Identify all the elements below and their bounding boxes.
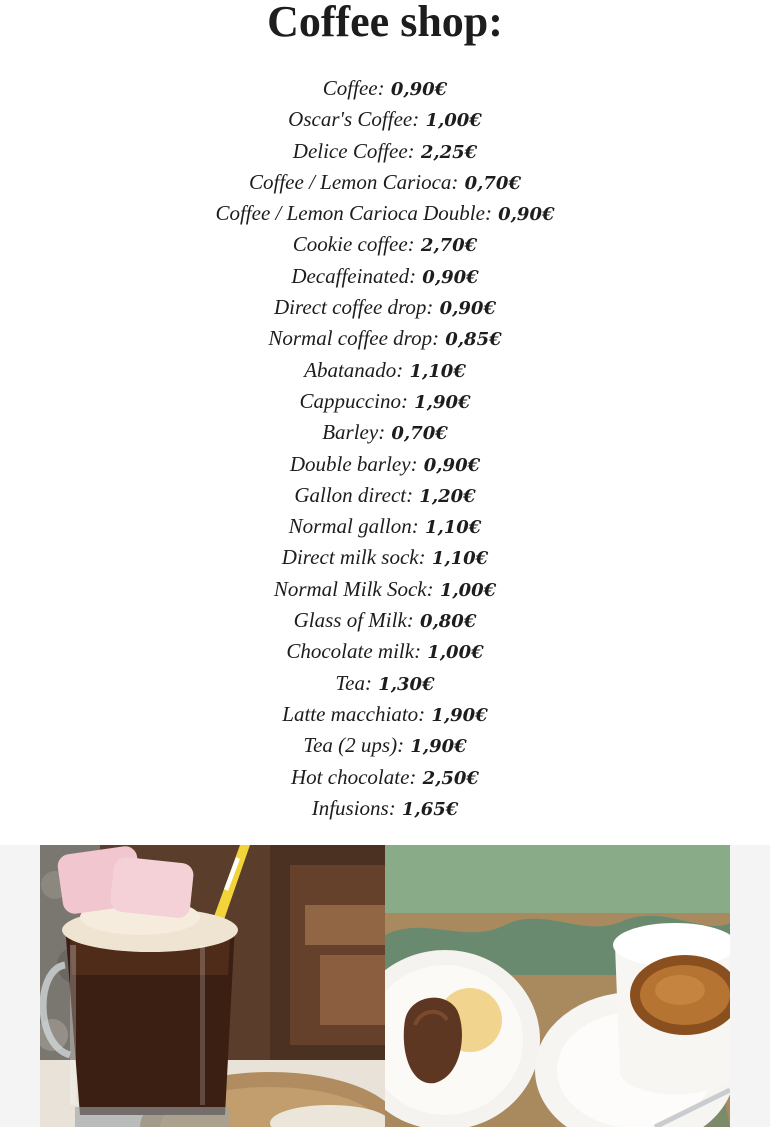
item-price: 1,00€: [439, 579, 497, 601]
item-price: 1,10€: [409, 360, 466, 382]
item-price: 1,90€: [410, 736, 467, 758]
item-price: 1,10€: [431, 548, 489, 570]
item-price: 1,65€: [401, 798, 459, 820]
item-price: 2,25€: [420, 141, 478, 163]
item-price: 0,90€: [498, 204, 555, 226]
list-item: [0, 229, 770, 260]
item-price: 1,90€: [431, 704, 488, 726]
item-name: Abatanado:: [304, 357, 404, 382]
list-item: [0, 542, 770, 573]
list-item: [0, 605, 770, 636]
item-price: 0,85€: [445, 329, 502, 351]
item-name: Double barley:: [289, 451, 418, 476]
item-price: 1,00€: [425, 110, 482, 132]
list-item: [0, 793, 770, 824]
item-price: 2,50€: [422, 767, 479, 789]
item-price: 0,70€: [464, 172, 521, 194]
item-name: Direct coffee drop:: [274, 295, 434, 320]
item-name: Delice Coffee:: [292, 138, 415, 163]
item-name: Tea (2 ups):: [303, 733, 405, 758]
list-item: [0, 198, 770, 229]
price-list: [0, 73, 770, 824]
list-item: [0, 292, 770, 323]
list-item: [0, 762, 770, 793]
item-price: 0,90€: [423, 454, 481, 476]
item-price: 1,00€: [427, 642, 484, 664]
item-price: 1,20€: [419, 485, 476, 507]
list-item: [0, 480, 770, 511]
list-item: [0, 323, 770, 354]
photo-gallery: [0, 845, 770, 1127]
item-price: 1,30€: [378, 673, 435, 695]
list-item: [0, 386, 770, 417]
list-item: [0, 730, 770, 761]
list-item: [0, 699, 770, 730]
item-name: Normal coffee drop:: [268, 326, 440, 351]
item-price: 0,70€: [391, 423, 448, 445]
item-name: Coffee / Lemon Carioca Double:: [215, 201, 492, 226]
item-name: Barley:: [322, 420, 386, 445]
item-name: Normal gallon:: [288, 514, 419, 539]
list-item: [0, 449, 770, 480]
item-name: Infusions:: [311, 795, 396, 820]
item-price: 1,90€: [414, 391, 471, 413]
item-name: Cappuccino:: [299, 388, 408, 413]
item-price: 0,90€: [439, 298, 496, 320]
item-name: Direct milk sock:: [281, 545, 426, 570]
list-item: [0, 417, 770, 448]
item-name: Oscar's Coffee:: [288, 107, 420, 132]
item-price: 0,90€: [422, 266, 479, 288]
item-name: Latte macchiato:: [282, 701, 426, 726]
list-item: [0, 104, 770, 135]
list-item: [0, 511, 770, 542]
list-item: [0, 668, 770, 699]
list-item: [0, 73, 770, 104]
list-item: [0, 355, 770, 386]
hot-chocolate-photo: [40, 845, 385, 1127]
item-name: Glass of Milk:: [293, 608, 414, 633]
item-price: 0,80€: [419, 611, 477, 633]
item-name: Tea:: [335, 670, 372, 695]
item-name: Coffee / Lemon Carioca:: [249, 169, 459, 194]
item-name: Decaffeinated:: [291, 263, 417, 288]
list-item: [0, 574, 770, 605]
item-name: Chocolate milk:: [286, 639, 422, 664]
list-item: [0, 167, 770, 198]
item-price: 1,10€: [424, 517, 482, 539]
item-name: Gallon direct:: [294, 482, 414, 507]
item-price: 0,90€: [390, 79, 448, 100]
item-name: Hot chocolate:: [291, 764, 417, 789]
item-name: Cookie coffee:: [292, 232, 415, 257]
item-name: Normal Milk Sock:: [273, 576, 434, 601]
espresso-photo: [385, 845, 730, 1127]
list-item: [0, 261, 770, 292]
list-item: [0, 636, 770, 667]
list-item: [0, 136, 770, 167]
item-name: Coffee:: [322, 76, 385, 100]
page-title: Coffee shop:: [267, 0, 503, 46]
item-price: 2,70€: [420, 235, 478, 257]
